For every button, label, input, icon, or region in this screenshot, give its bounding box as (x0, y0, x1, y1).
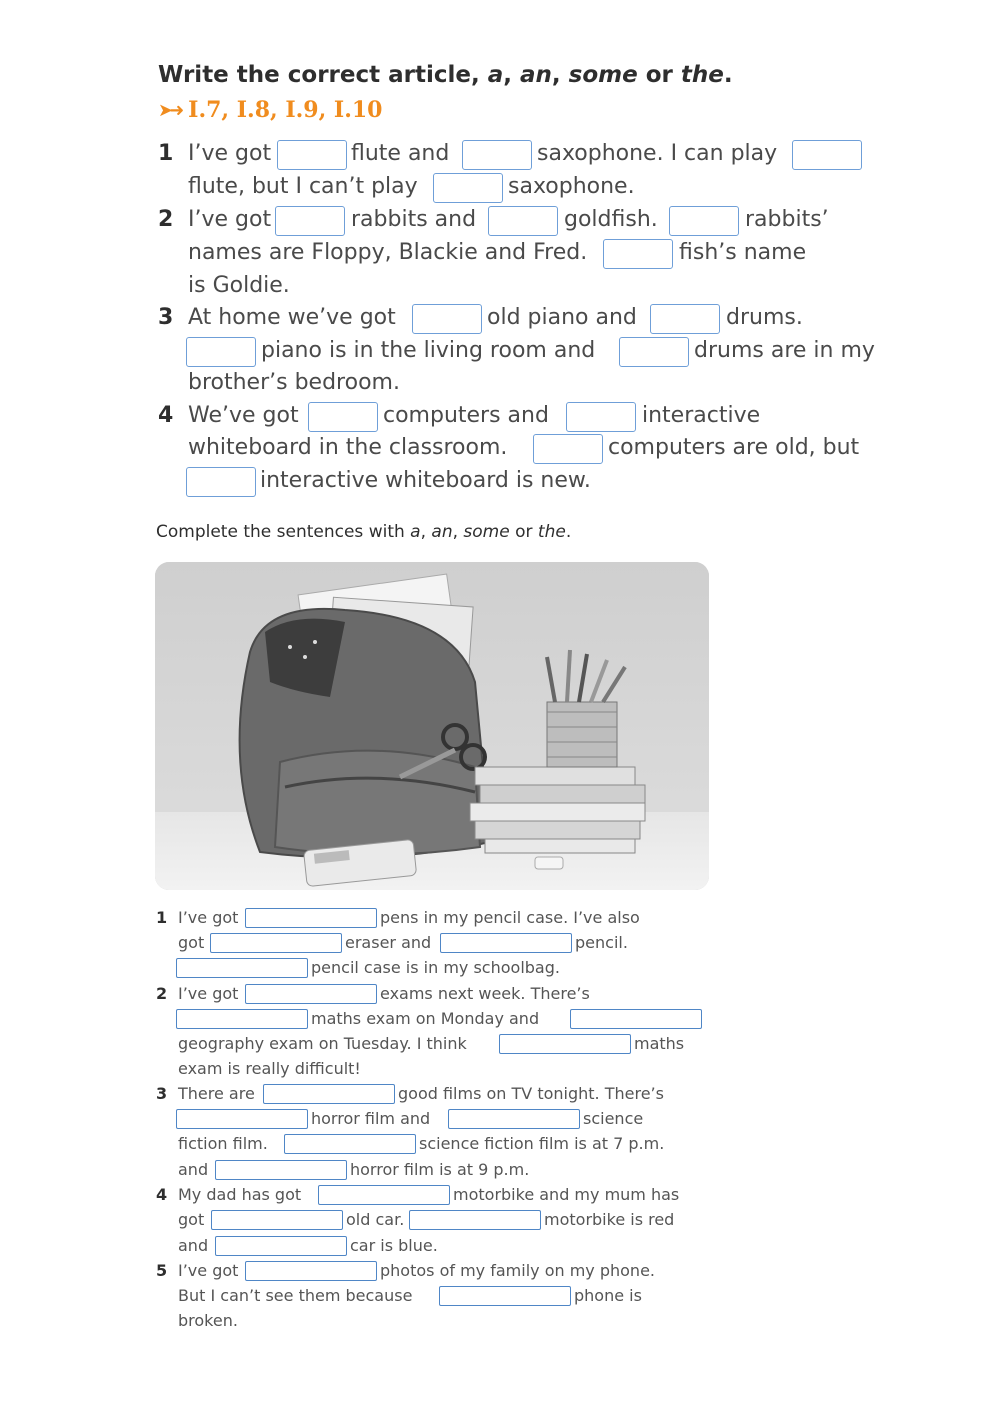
item-text: computers and (383, 403, 549, 428)
item-text: I’ve got (188, 141, 272, 166)
item-text: old piano and (487, 305, 637, 330)
item-text: drums are in my (694, 338, 875, 363)
answer-box[interactable] (792, 140, 862, 170)
exercise-2-title: Complete the sentences with a, an, some or the. (156, 522, 572, 542)
item-number: 4 (156, 1185, 168, 1204)
item-text: science (583, 1109, 644, 1128)
grammar-reference: ➤➜ I.7, I.8, I.9, I.10 (158, 97, 383, 123)
answer-box[interactable] (215, 1236, 347, 1256)
answer-box[interactable] (186, 337, 256, 367)
item-text: maths (634, 1034, 685, 1053)
answer-box[interactable] (308, 402, 378, 432)
item-text: horror film is at 9 p.m. (350, 1160, 530, 1179)
item-number: 3 (158, 305, 174, 330)
item-text: car is blue. (350, 1236, 438, 1255)
answer-box[interactable] (462, 140, 532, 170)
item-text: At home we’ve got (188, 305, 396, 330)
item-text: flute, but I can’t play (188, 174, 418, 199)
item-text: I’ve got (188, 207, 272, 232)
double-arrow-icon: ➤➜ (158, 99, 181, 121)
item-text: is Goldie. (188, 273, 290, 298)
item-number: 4 (158, 403, 174, 428)
item-text: fiction film. (178, 1134, 268, 1153)
schoolbag-photo (155, 562, 709, 890)
item-text: got (178, 1210, 205, 1229)
answer-box[interactable] (439, 1286, 571, 1306)
answer-box[interactable] (533, 434, 603, 464)
item-text: broken. (178, 1311, 238, 1330)
item-text: old car. (346, 1210, 405, 1229)
answer-box[interactable] (650, 304, 720, 334)
item-text: horror film and (311, 1109, 431, 1128)
item-text: But I can’t see them because (178, 1286, 413, 1305)
item-text: pencil case is in my schoolbag. (311, 958, 560, 977)
answer-box[interactable] (488, 206, 558, 236)
answer-box[interactable] (186, 467, 256, 497)
item-text: piano is in the living room and (261, 338, 596, 363)
answer-box[interactable] (448, 1109, 580, 1129)
item-text: good films on TV tonight. There’s (398, 1084, 664, 1103)
item-text: pens in my pencil case. I’ve also (380, 908, 640, 927)
answer-box[interactable] (566, 402, 636, 432)
answer-box[interactable] (318, 1185, 450, 1205)
item-text: and (178, 1160, 209, 1179)
item-text: science fiction film is at 7 p.m. (419, 1134, 665, 1153)
item-text: motorbike is red (544, 1210, 675, 1229)
item-text: saxophone. (508, 174, 635, 199)
answer-box[interactable] (176, 1109, 308, 1129)
answer-box[interactable] (176, 958, 308, 978)
item-text: brother’s bedroom. (188, 370, 400, 395)
item-text: pencil. (575, 933, 628, 952)
answer-box[interactable] (210, 933, 342, 953)
answer-box[interactable] (669, 206, 739, 236)
item-text: goldfish. (564, 207, 658, 232)
schoolbag-illustration (155, 562, 709, 890)
exercise-1-title: Write the correct article, a, an, some or the. (158, 62, 733, 88)
item-text: and (178, 1236, 209, 1255)
item-text: I’ve got (178, 908, 239, 927)
item-text: geography exam on Tuesday. I think (178, 1034, 467, 1053)
item-text: drums. (726, 305, 803, 330)
item-text: phone is (574, 1286, 642, 1305)
item-text: rabbits and (351, 207, 477, 232)
item-text: We’ve got (188, 403, 299, 428)
item-text: interactive whiteboard is new. (260, 468, 591, 493)
item-text: eraser and (345, 933, 432, 952)
answer-box[interactable] (245, 984, 377, 1004)
item-text: interactive (642, 403, 761, 428)
answer-box[interactable] (275, 206, 345, 236)
answer-box[interactable] (603, 239, 673, 269)
item-text: got (178, 933, 205, 952)
answer-box[interactable] (284, 1134, 416, 1154)
item-text: rabbits’ (745, 207, 829, 232)
item-number: 2 (156, 984, 168, 1003)
answer-box[interactable] (211, 1210, 343, 1230)
item-text: photos of my family on my phone. (380, 1261, 655, 1280)
item-text: exams next week. There’s (380, 984, 590, 1003)
answer-box[interactable] (409, 1210, 541, 1230)
item-text: I’ve got (178, 984, 239, 1003)
item-number: 5 (156, 1261, 168, 1280)
item-number: 1 (156, 908, 168, 927)
answer-box[interactable] (176, 1009, 308, 1029)
answer-box[interactable] (499, 1034, 631, 1054)
item-text: whiteboard in the classroom. (188, 435, 508, 460)
item-text: computers are old, but (608, 435, 860, 460)
item-text: saxophone. I can play (537, 141, 778, 166)
answer-box[interactable] (619, 337, 689, 367)
answer-box[interactable] (277, 140, 347, 170)
item-text: There are (178, 1084, 255, 1103)
item-text: I’ve got (178, 1261, 239, 1280)
answer-box[interactable] (412, 304, 482, 334)
answer-box[interactable] (570, 1009, 702, 1029)
item-text: names are Floppy, Blackie and Fred. (188, 240, 588, 265)
item-text: exam is really difficult! (178, 1059, 361, 1078)
item-text: flute and (351, 141, 450, 166)
answer-box[interactable] (433, 173, 503, 203)
answer-box[interactable] (263, 1084, 395, 1104)
answer-box[interactable] (245, 908, 377, 928)
item-text: maths exam on Monday and (311, 1009, 540, 1028)
answer-box[interactable] (440, 933, 572, 953)
answer-box[interactable] (245, 1261, 377, 1281)
item-number: 3 (156, 1084, 168, 1103)
item-text: motorbike and my mum has (453, 1185, 680, 1204)
item-number: 1 (158, 141, 174, 166)
item-text: My dad has got (178, 1185, 302, 1204)
item-text: fish’s name (679, 240, 807, 265)
answer-box[interactable] (215, 1160, 347, 1180)
item-number: 2 (158, 207, 174, 232)
